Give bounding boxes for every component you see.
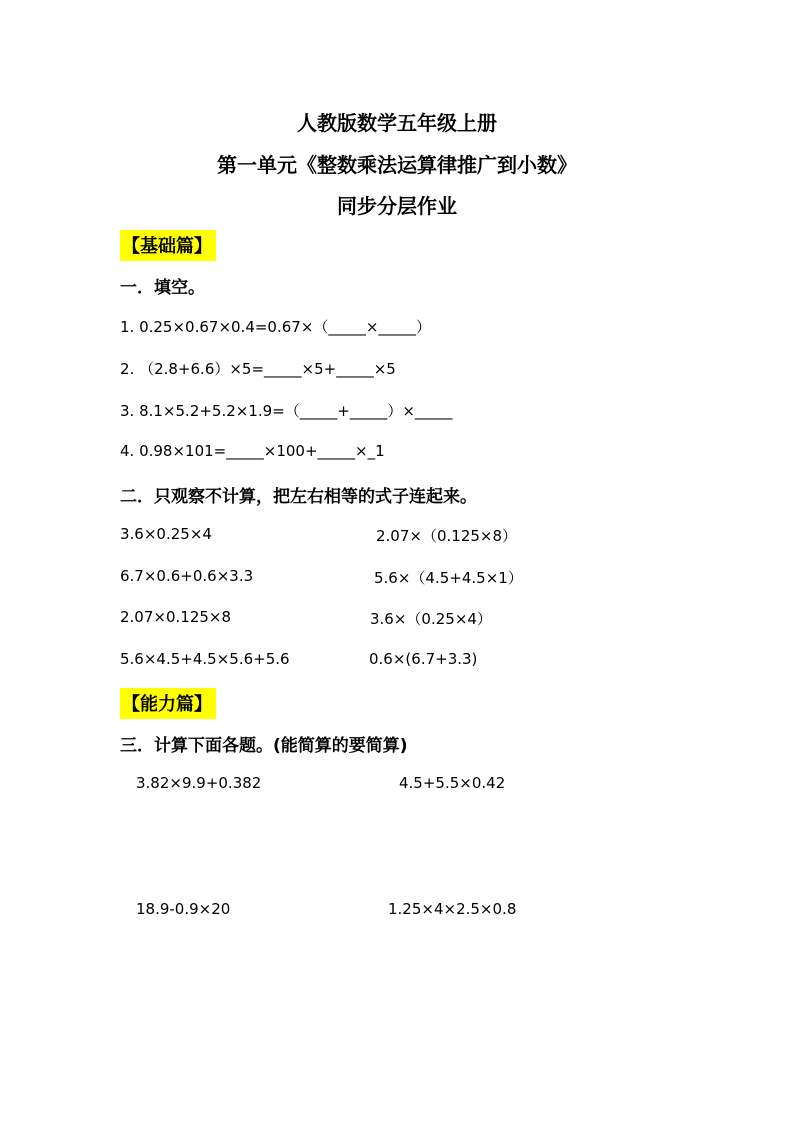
section-3-heading: 三．计算下面各题。(能简算的要简算) (120, 736, 408, 756)
calc-problem-3: 18.9-0.9×20 (136, 900, 231, 918)
match-right-1: 2.07×（0.125×8） (376, 527, 518, 545)
match-right-2: 5.6×（4.5+4.5×1） (374, 569, 523, 587)
basic-section-tag: 【基础篇】 (120, 230, 216, 261)
title-line-3: 同步分层作业 (337, 194, 457, 218)
match-left-4: 5.6×4.5+4.5×5.6+5.6 (120, 650, 290, 668)
section-2-heading: 二．只观察不计算，把左右相等的式子连起来。 (120, 487, 477, 507)
fill-blank-item-3: 3. 8.1×5.2+5.2×1.9=（_____+_____）×_____ (120, 402, 453, 420)
title-line-2: 第一单元《整数乘法运算律推广到小数》 (217, 153, 577, 177)
section-1-heading: 一．填空。 (120, 278, 205, 298)
fill-blank-item-1: 1. 0.25×0.67×0.4=0.67×（_____×_____） (120, 318, 431, 336)
title-line-1: 人教版数学五年级上册 (297, 111, 497, 135)
match-right-4: 0.6×(6.7+3.3) (369, 650, 478, 668)
match-left-3: 2.07×0.125×8 (120, 608, 232, 626)
calc-problem-1: 3.82×9.9+0.382 (136, 774, 262, 792)
calc-problem-2: 4.5+5.5×0.42 (399, 774, 506, 792)
fill-blank-item-2: 2. （2.8+6.6）×5=_____×5+_____×5 (120, 360, 396, 378)
calc-problem-4: 1.25×4×2.5×0.8 (388, 900, 517, 918)
match-left-1: 3.6×0.25×4 (120, 525, 212, 543)
fill-blank-item-4: 4. 0.98×101=_____×100+_____×_1 (120, 442, 385, 460)
match-left-2: 6.7×0.6+0.6×3.3 (120, 567, 254, 585)
match-right-3: 3.6×（0.25×4） (370, 610, 492, 628)
ability-section-tag: 【能力篇】 (120, 688, 216, 719)
